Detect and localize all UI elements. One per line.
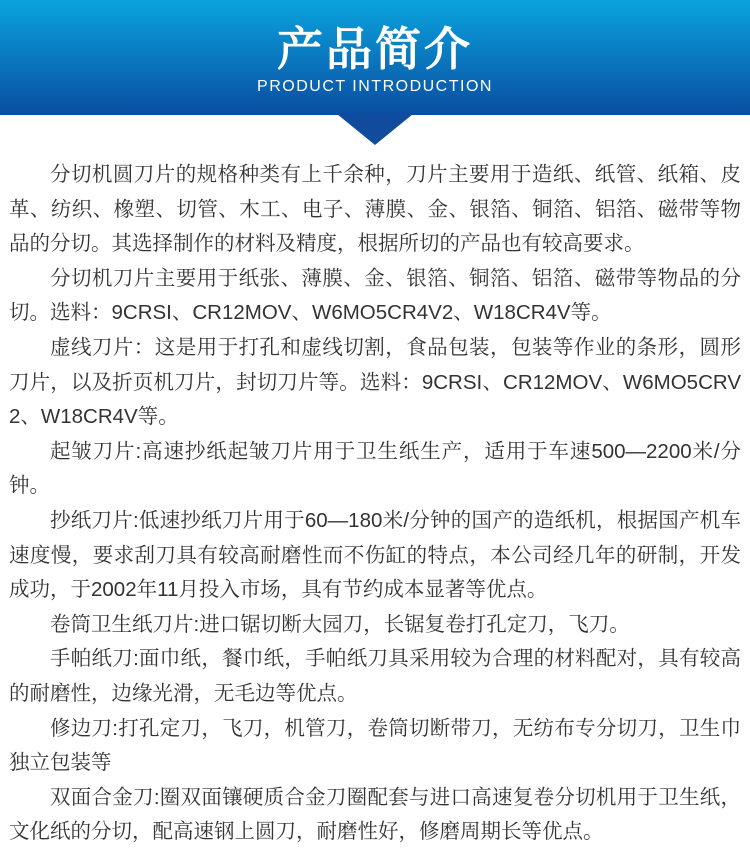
description-paragraph: 双面合金刀:圈双面镶硬质合金刀圈配套与进口高速复卷分切机用于卫生纸，文化纸的分切，配高速钢上圆刀，耐磨性好，修磨周期长等优点。: [9, 785, 741, 844]
description-paragraph: 分切机刀片主要用于纸张、薄膜、金、银箔、铜箔、铝箔、磁带等物品的分切。选料：9CRSI、CR12MOV、W6MO5CR4V2、W18CR4V等。: [9, 266, 741, 325]
description-paragraph: 虚线刀片：这是用于打孔和虚线切割，食品包装，包装等作业的条形，圆形刀片，以及折页机刀片，封切刀片等。选料：9CRSI、CR12MOV、W6MO5CRV2、W18CR4V等。: [9, 335, 741, 429]
header-banner: [0, 0, 750, 115]
description-paragraph: 卷筒卫生纸刀片:进口锯切断大园刀，长锯复卷打孔定刀，飞刀。: [50, 612, 630, 636]
description-paragraph: 起皱刀片:高速抄纸起皱刀片用于卫生纸生产，适用于车速500—2200米/分钟。: [9, 439, 741, 498]
description-paragraph: 分切机圆刀片的规格种类有上千余种，刀片主要用于造纸、纸管、纸箱、皮革、纺织、橡塑、切管、木工、电子、薄膜、金、银箔、铜箔、铝箔、磁带等物品的分切。其选择制作的材料及精度，根据所切的产品也有较高要求。: [9, 163, 741, 256]
description-paragraph: 抄纸刀片:低速抄纸刀片用于60—180米/分钟的国产的造纸机，根据国产机车速度慢，要求刮刀具有较高耐磨性而不伤缸的特点，本公司经几年的研制，开发成功，于2002年11月投入市场，具有节约成本显著等优点。: [9, 508, 741, 602]
page-title: 产品简介: [277, 22, 473, 75]
product-description: [0, 145, 750, 850]
description-paragraph: 手帕纸刀:面巾纸，餐巾纸，手帕纸刀具采用较为合理的材料配对，具有较高的耐磨性，边缘光滑，无毛边等优点。: [9, 647, 741, 705]
page-subtitle: PRODUCT INTRODUCTION: [257, 78, 493, 96]
description-paragraph: 修边刀:打孔定刀，飞刀，机管刀，卷筒切断带刀，无纺布专分切刀，卫生巾独立包装等: [9, 716, 741, 775]
banner-pointer-triangle: [337, 114, 413, 145]
